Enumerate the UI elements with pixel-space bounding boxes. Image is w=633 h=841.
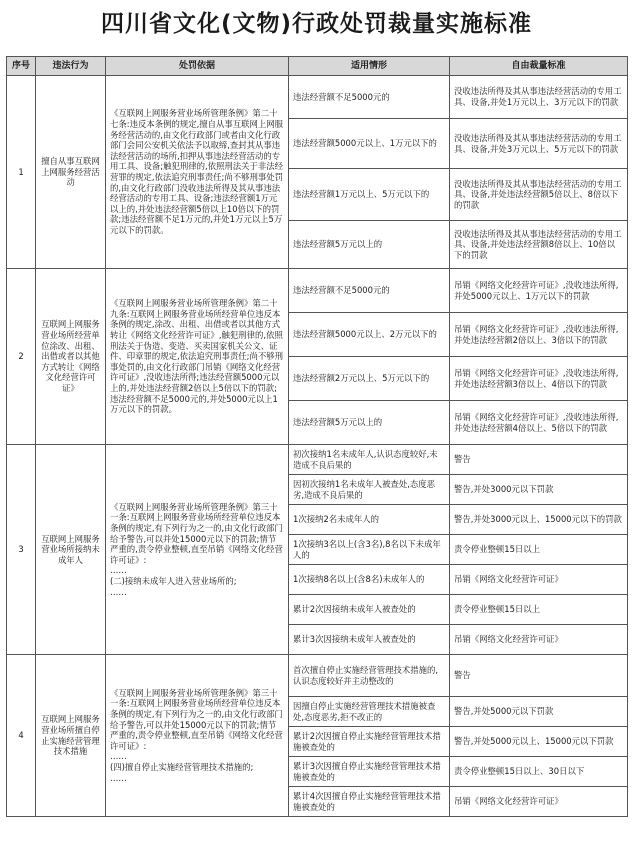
standard-cell: 没收违法所得及其从事违法经营活动的专用工具、设备,并处违法经营额8倍以上、10倍以下的罚款 bbox=[450, 221, 628, 269]
condition-cell: 首次擅自停止实施经营管理技术措施的,认识态度较好并主动整改的 bbox=[289, 655, 450, 697]
standard-cell: 警告 bbox=[450, 655, 628, 697]
condition-cell: 累计2次因接纳未成年人被查处的 bbox=[289, 595, 450, 625]
standard-cell: 吊销《网络文化经营许可证》,没收违法所得,并处违法经营额2倍以上、3倍以下的罚款 bbox=[450, 313, 628, 357]
violation-cell: 互联网上网服务营业场所经营单位涂改、出租、出借或者以其他方式转让《网络文化经营许可证》 bbox=[36, 269, 106, 445]
condition-cell: 因擅自停止实施经营管理技术措施被查处,态度恶劣,拒不改正的 bbox=[289, 697, 450, 727]
standard-cell: 吊销《网络文化经营许可证》,没收违法所得,并处5000元以上、1万元以下的罚款 bbox=[450, 269, 628, 313]
standard-cell: 责令停业整顿15日以上、30日以下 bbox=[450, 757, 628, 787]
condition-cell: 1次接纳8名以上(含8名)未成年人的 bbox=[289, 565, 450, 595]
header-cond: 适用情形 bbox=[289, 57, 450, 76]
condition-cell: 1次接纳3名以上(含3名),8名以下未成年人的 bbox=[289, 535, 450, 565]
basis-cell: 《互联网上网服务营业场所管理条例》第三十一条:互联网上网服务营业场所经营单位违反本条例的规定,有下列行为之一的,由文化行政部门给予警告,可以并处15000元以下的罚款;情节严重的,责令停业整顿,直至吊销《网络文化经营许可证》: …… (二)接纳未成年人进入营业场所的; …… bbox=[106, 445, 289, 655]
table-row bbox=[7, 655, 628, 697]
condition-cell: 违法经营额1万元以上、5万元以下的 bbox=[289, 169, 450, 221]
table-row bbox=[7, 445, 628, 475]
standard-cell: 警告 bbox=[450, 445, 628, 475]
standard-cell: 没收违法所得及其从事违法经营活动的专用工具、设备,并处3万元以上、5万元以下的罚款 bbox=[450, 119, 628, 169]
table-body bbox=[7, 76, 628, 817]
page-title: 四川省文化(文物)行政处罚裁量实施标准 bbox=[100, 11, 533, 37]
standard-cell: 吊销《网络文化经营许可证》,没收违法所得,并处违法经营额3倍以上、4倍以下的罚款 bbox=[450, 357, 628, 401]
penalty-table bbox=[6, 56, 628, 817]
standard-cell: 警告,并处5000元以下罚款 bbox=[450, 697, 628, 727]
basis-cell: 《互联网上网服务营业场所管理条例》第二十九条:互联网上网服务营业场所经营单位违反本条例的规定,涂改、出租、出借或者以其他方式转让《网络文化经营许可证》,触犯刑律的,依照刑法关于伪造、变造、买卖国家机关公文、证件、印章罪的规定,依法追究刑事责任;尚不够刑事处罚的,由文化行政部门吊销《网络文化经营许可证》,没收违法所得;违法经营额5000元以上的,并处违法经营额2倍以上5倍以下的罚款;违法经营额不足5000元的,并处5000元以上1万元以下的罚款。 bbox=[106, 269, 289, 445]
seq-cell: 2 bbox=[7, 269, 36, 445]
condition-cell: 累计4次因擅自停止实施经营管理技术措施被查处的 bbox=[289, 787, 450, 817]
condition-cell: 违法经营额5000元以上、2万元以下的 bbox=[289, 313, 450, 357]
condition-cell: 累计2次因擅自停止实施经营管理技术措施被查处的 bbox=[289, 727, 450, 757]
condition-cell: 违法经营额5万元以上的 bbox=[289, 401, 450, 445]
standard-cell: 没收违法所得及其从事违法经营活动的专用工具、设备,并处违法经营额5倍以上、8倍以下的罚款 bbox=[450, 169, 628, 221]
condition-cell: 违法经营额2万元以上、5万元以下的 bbox=[289, 357, 450, 401]
header-std: 自由裁量标准 bbox=[450, 57, 628, 76]
condition-cell: 违法经营额不足5000元的 bbox=[289, 269, 450, 313]
seq-cell: 3 bbox=[7, 445, 36, 655]
basis-cell: 《互联网上网服务营业场所管理条例》第二十七条:违反本条例的规定,擅自从事互联网上网服务经营活动的,由文化行政部门或者由文化行政部门会同公安机关依法予以取缔,查封其从事违法经营活动的场所,扣押从事违法经营活动的专用工具、设备;触犯刑律的,依照刑法关于非法经营罪的规定,依法追究刑事责任;尚不够刑事处罚的,由文化行政部门没收违法所得及其从事违法经营活动的专用工具、设备;违法经营额1万元以上的,并处违法经营额5倍以上10倍以下的罚款;违法经营额不足1万元的,并处1万元以上5万元以下的罚款。 bbox=[106, 76, 289, 269]
condition-cell: 累计3次因擅自停止实施经营管理技术措施被查处的 bbox=[289, 757, 450, 787]
table-row bbox=[7, 269, 628, 313]
standard-cell: 警告,并处5000元以上、15000元以下罚款 bbox=[450, 727, 628, 757]
header-act: 违法行为 bbox=[36, 57, 106, 76]
standard-cell: 没收违法所得及其从事违法经营活动的专用工具、设备,并处1万元以上、3万元以下的罚款 bbox=[450, 76, 628, 119]
standard-cell: 吊销《网络文化经营许可证》 bbox=[450, 565, 628, 595]
condition-cell: 违法经营额5000元以上、1万元以下的 bbox=[289, 119, 450, 169]
violation-cell: 互联网上网服务营业场所接纳未成年人 bbox=[36, 445, 106, 655]
standard-cell: 吊销《网络文化经营许可证》 bbox=[450, 625, 628, 655]
basis-cell: 《互联网上网服务营业场所管理条例》第三十一条:互联网上网服务营业场所经营单位违反本条例的规定,有下列行为之一的,由文化行政部门给予警告,可以并处15000元以下的罚款;情节严重的,责令停业整顿,直至吊销《网络文化经营许可证》: …… (四)擅自停止实施经营管理技术措施的; …… bbox=[106, 655, 289, 817]
condition-cell: 因初次接纳1名未成年人被查处,态度恶劣,造成不良后果的 bbox=[289, 475, 450, 505]
standard-cell: 责令停业整顿15日以上 bbox=[450, 595, 628, 625]
table-row bbox=[7, 76, 628, 119]
header-basis: 处罚依据 bbox=[106, 57, 289, 76]
condition-cell: 违法经营额不足5000元的 bbox=[289, 76, 450, 119]
standard-cell: 警告,并处3000元以上、15000元以下的罚款 bbox=[450, 505, 628, 535]
violation-cell: 互联网上网服务营业场所擅自停止实施经营管理技术措施 bbox=[36, 655, 106, 817]
table-header-row bbox=[7, 57, 628, 76]
condition-cell: 1次接纳2名未成年人的 bbox=[289, 505, 450, 535]
header-seq: 序号 bbox=[7, 57, 36, 76]
standard-cell: 吊销《网络文化经营许可证》,没收违法所得,并处违法经营额4倍以上、5倍以下的罚款 bbox=[450, 401, 628, 445]
condition-cell: 累计3次因接纳未成年人被查处的 bbox=[289, 625, 450, 655]
standard-cell: 吊销《网络文化经营许可证》 bbox=[450, 787, 628, 817]
violation-cell: 擅自从事互联网上网服务经营活动 bbox=[36, 76, 106, 269]
condition-cell: 初次接纳1名未成年人,认识态度较好,未造成不良后果的 bbox=[289, 445, 450, 475]
standard-cell: 责令停业整顿15日以上 bbox=[450, 535, 628, 565]
seq-cell: 4 bbox=[7, 655, 36, 817]
standard-cell: 警告,并处3000元以下罚款 bbox=[450, 475, 628, 505]
seq-cell: 1 bbox=[7, 76, 36, 269]
condition-cell: 违法经营额5万元以上的 bbox=[289, 221, 450, 269]
